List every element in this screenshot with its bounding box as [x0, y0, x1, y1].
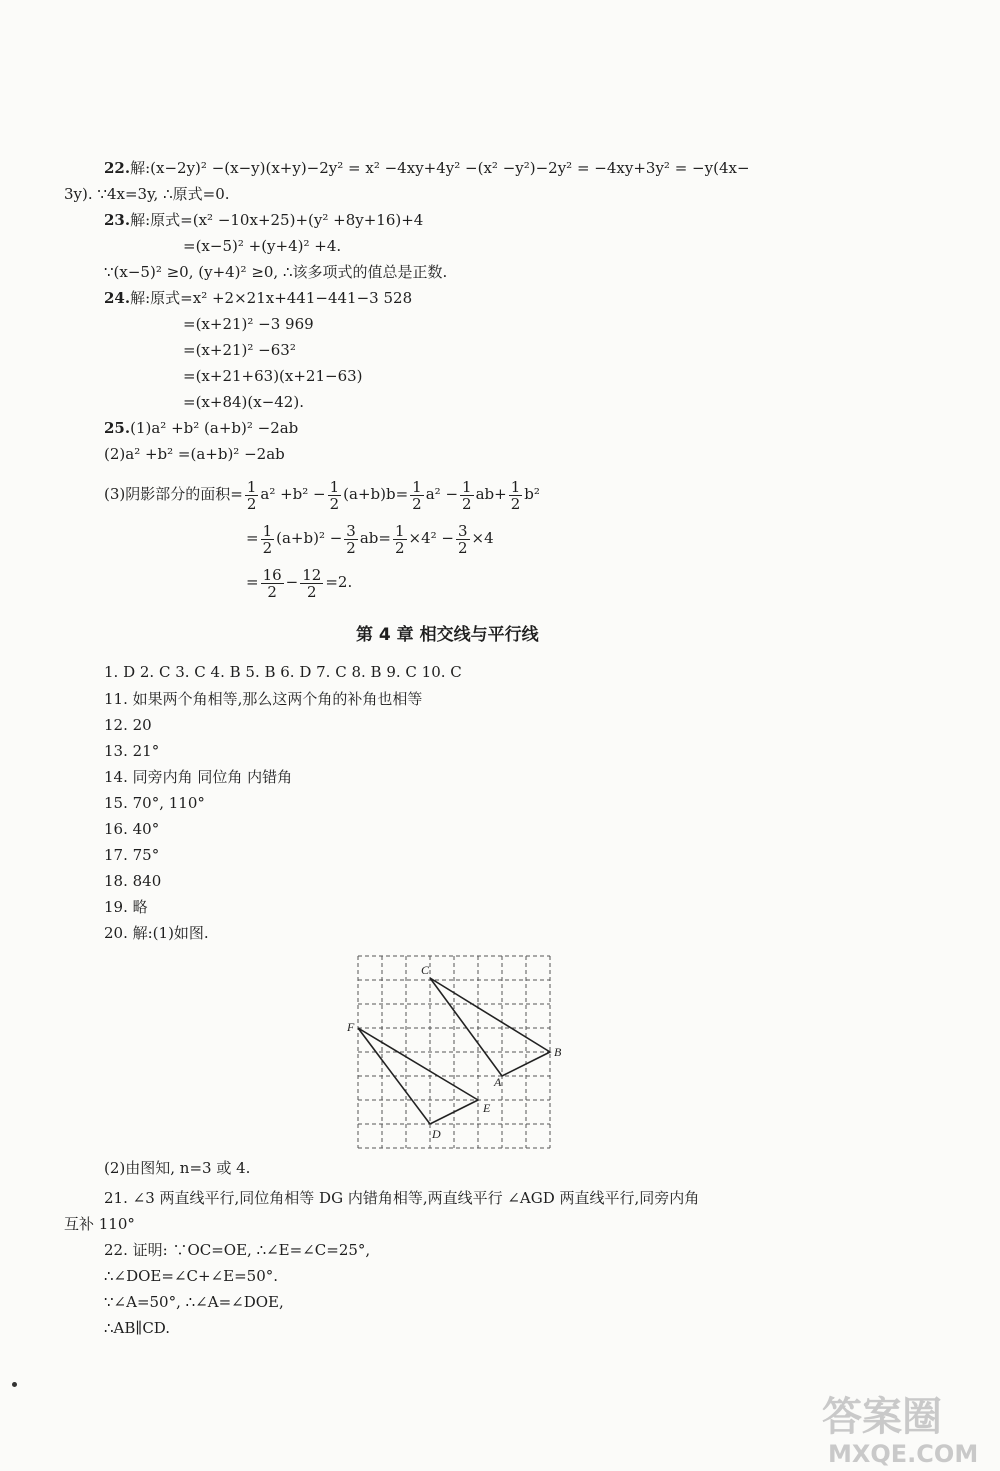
answer-line: 22. 证明: ∵OC=OE, ∴∠E=∠C=25°, [104, 1241, 371, 1259]
q24-line1: 24.解:原式=x² +2×21x+441−441−3 528 [104, 289, 413, 307]
answer-line: 12. 20 [104, 716, 152, 734]
triangle-abc [430, 978, 550, 1076]
q23-line3: ∵(x−5)² ≥0, (y+4)² ≥0, ∴该多项式的值总是正数. [104, 263, 448, 281]
q22-line1: 22.解:(x−2y)² −(x−y)(x+y)−2y² = x² −4xy+4y² −(x² −y²)−2y² = −4xy+3y² = −y(4x− [104, 159, 750, 177]
fraction: $\frac{16}{2}$ [262, 565, 282, 601]
answer-line: 17. 75° [104, 846, 160, 864]
point-label-f: F [347, 1020, 355, 1034]
watermark-url: MXQE.COM [828, 1440, 979, 1466]
stray-dot [12, 1382, 17, 1387]
dashed-grid [358, 956, 550, 1148]
point-label-c: C [421, 963, 430, 977]
fraction: $\frac{1}{2}$ [462, 477, 472, 513]
watermark-logo [820, 1386, 990, 1466]
q24-line4: =(x+21+63)(x+21−63) [183, 367, 363, 385]
answer-line: 13. 21° [104, 742, 160, 760]
point-label-e: E [483, 1101, 491, 1115]
fraction: $\frac{1}{2}$ [510, 477, 521, 513]
answer-line: 19. 略 [104, 898, 148, 916]
answer-line: 14. 同旁内角 同位角 内错角 [104, 768, 293, 786]
answer-line: ∴∠DOE=∠C+∠E=50°. [104, 1267, 279, 1285]
answer-line: 互补 110° [64, 1215, 135, 1233]
fraction: $\frac{1}{2}$ [329, 477, 340, 513]
answer-line: 16. 40° [104, 820, 160, 838]
fraction: $\frac{1}{2}$ [262, 521, 273, 557]
fraction: $\frac{1}{2}$ [412, 477, 422, 513]
watermark-text: 答案圈 [822, 1394, 942, 1440]
q25-part3-line2: = $\frac{1}{2}$ (a+b)² − $\frac{3}{2}$ ab= $\frac{1}{2}$ ×4² − $\frac{3}{2}$ ×4 [246, 521, 494, 557]
answer-line: ∴AB∥CD. [104, 1319, 171, 1337]
q25-line1: 25.(1)a² +b² (a+b)² −2ab [104, 419, 299, 437]
answer-line: 1. D 2. C 3. C 4. B 5. B 6. D 7. C 8. B 9. C 10. C [104, 663, 462, 681]
q25-part3-line1: (3)阴影部分的面积= $\frac{1}{2}$ a² +b² − $\frac{1}{2}$ (a+b)b= $\frac{1}{2}$ a² − $\frac{1}{2}$ ab+ $\frac{1}{2}$ b² [104, 477, 540, 513]
chapter-title: 第 4 章 相交线与平行线 [356, 625, 539, 645]
q23-line2: =(x−5)² +(y+4)² +4. [183, 237, 342, 255]
q22-line2: 3y). ∵4x=3y, ∴原式=0. [64, 185, 230, 203]
grid-triangle-figure [344, 948, 566, 1156]
answer-line: 15. 70°, 110° [104, 794, 205, 812]
answer-line: 18. 840 [104, 872, 162, 890]
answer-line: 20. 解:(1)如图. [104, 924, 209, 942]
q23-line1: 23.解:原式=(x² −10x+25)+(y² +8y+16)+4 [104, 211, 424, 229]
fraction: $\frac{3}{2}$ [457, 521, 468, 557]
point-label-d: D [432, 1127, 441, 1141]
answer-line: (2)由图知, n=3 或 4. [104, 1159, 251, 1177]
answer-line: 11. 如果两个角相等,那么这两个角的补角也相等 [104, 690, 423, 708]
point-label-a: A [494, 1075, 502, 1089]
q24-line3: =(x+21)² −63² [183, 341, 296, 359]
fraction: $\frac{3}{2}$ [346, 521, 356, 557]
fraction: $\frac{12}{2}$ [302, 565, 322, 601]
fraction: $\frac{1}{2}$ [246, 477, 257, 513]
answer-line: 21. ∠3 两直线平行,同位角相等 DG 内错角相等,两直线平行 ∠AGD 两直线平行,同旁内角 [104, 1189, 700, 1207]
q24-line5: =(x+84)(x−42). [183, 393, 304, 411]
answer-line: ∵∠A=50°, ∴∠A=∠DOE, [104, 1293, 284, 1311]
q25-line2: (2)a² +b² =(a+b)² −2ab [104, 445, 285, 463]
fraction: $\frac{1}{2}$ [394, 521, 405, 557]
q24-line2: =(x+21)² −3 969 [183, 315, 314, 333]
point-label-b: B [554, 1045, 562, 1059]
q25-part3-line3: = $\frac{16}{2}$ − $\frac{12}{2}$ =2. [246, 565, 353, 601]
